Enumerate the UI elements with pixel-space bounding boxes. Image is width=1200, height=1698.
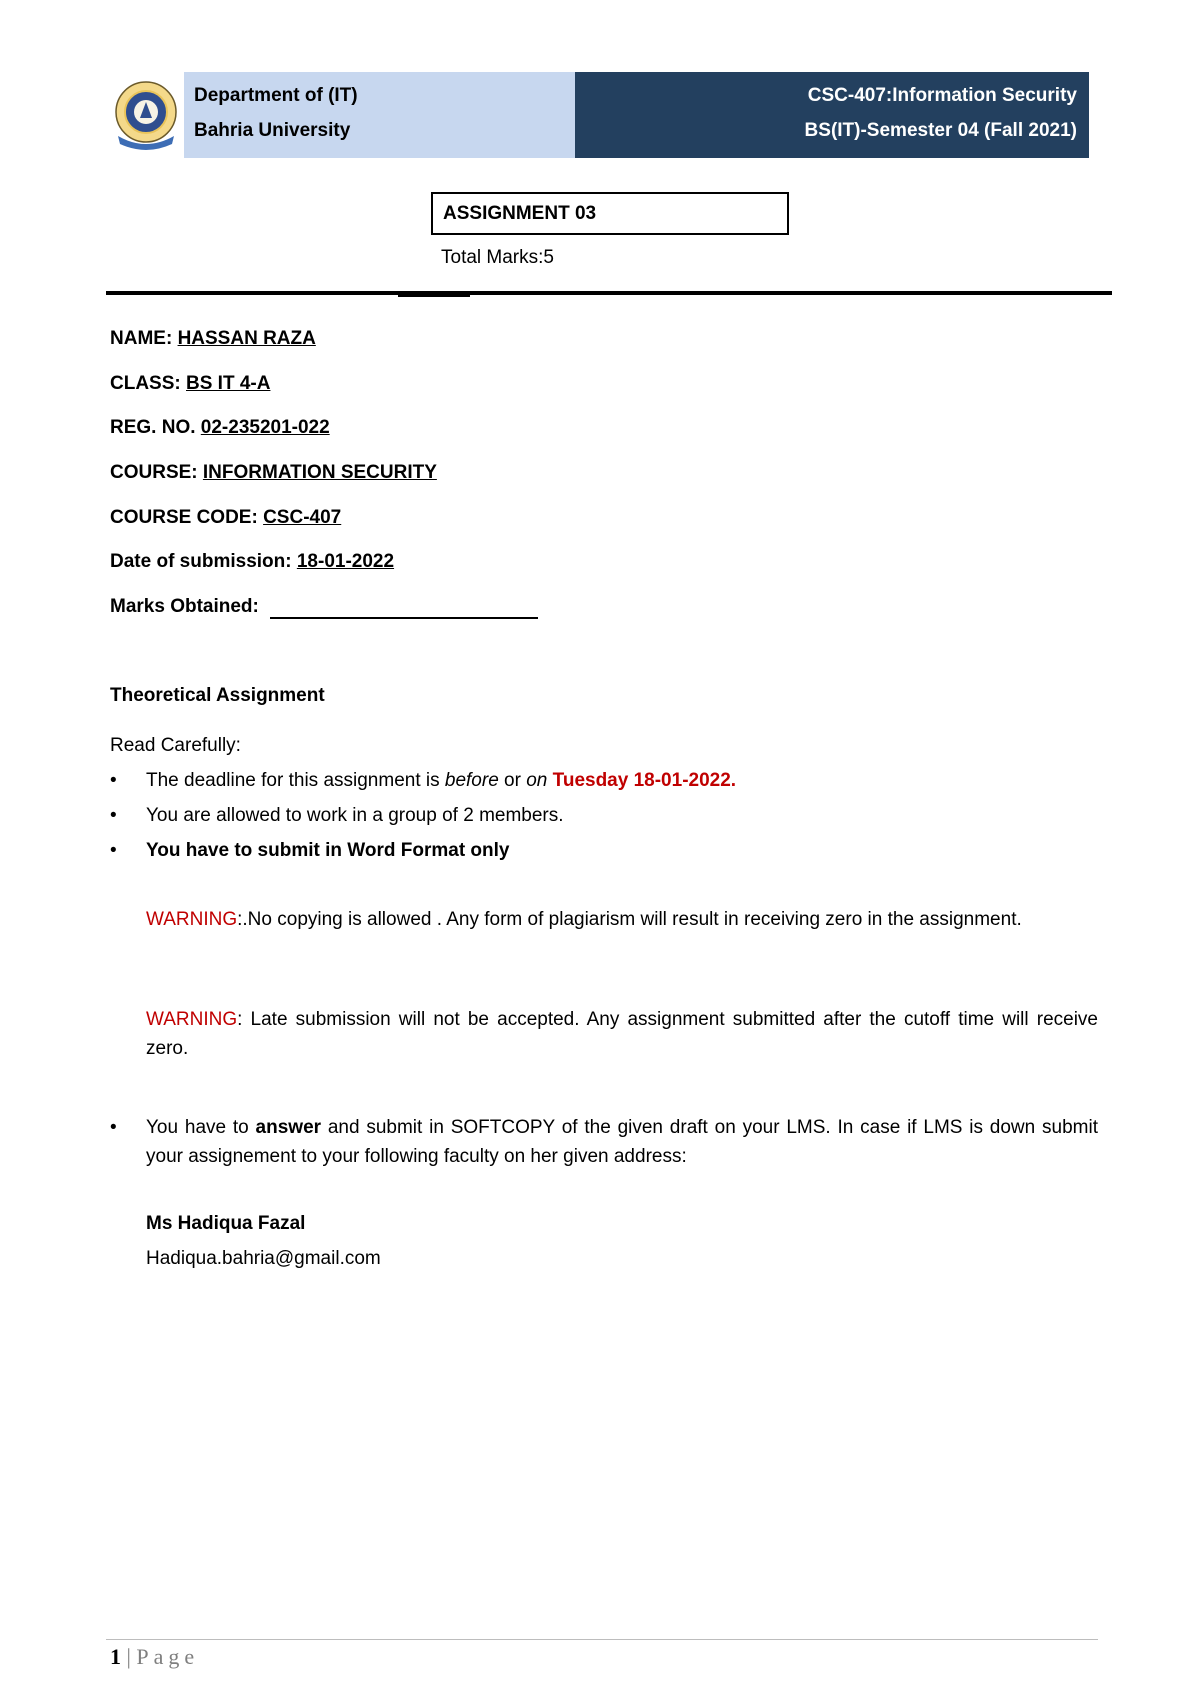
faculty-name: Ms Hadiqua Fazal <box>146 1213 306 1234</box>
warning-label: WARNING <box>146 909 238 930</box>
list-item-softcopy <box>146 1113 1098 1171</box>
university-name: Bahria University <box>194 120 351 141</box>
softcopy-text-b: and submit in SOFTCOPY of the given draft on your LMS. In case if LMS is down submit your assignement to your following faculty on her given address: <box>146 1117 1098 1167</box>
field-marks-obtained-label: Marks Obtained: <box>110 596 265 617</box>
warning-late-submission <box>146 1005 1098 1063</box>
field-course-code-label: COURSE CODE: <box>110 507 264 528</box>
header-divider-accent <box>398 295 470 297</box>
section-title: Theoretical Assignment <box>110 685 325 706</box>
field-course <box>110 461 437 485</box>
marks-blank-line <box>270 597 538 619</box>
page-word: Page <box>136 1644 200 1669</box>
field-submission-date-label: Date of submission: <box>110 551 297 572</box>
field-reg-no <box>110 416 330 440</box>
warning-late-text: : Late submission will not be accepted. Any assignment submitted after the cutoff time will receive zero. <box>146 1009 1098 1059</box>
list-item-deadline <box>146 766 1098 795</box>
field-class-label: CLASS: <box>110 373 186 394</box>
read-carefully-label: Read Carefully: <box>110 735 241 756</box>
field-class-value: BS IT 4-A <box>186 373 271 394</box>
bullet-glyph: • <box>110 1117 117 1138</box>
field-course-code-value: CSC-407 <box>263 507 342 528</box>
page-number: 1 <box>110 1644 121 1669</box>
list-item-group: You are allowed to work in a group of 2 members. <box>146 805 564 826</box>
field-reg-no-label: REG. NO. <box>110 417 201 438</box>
bullet-glyph: • <box>110 770 117 791</box>
header-divider <box>106 291 1112 295</box>
page-footer <box>110 1644 199 1670</box>
field-course-value: INFORMATION SECURITY <box>202 462 437 483</box>
deadline-before: before <box>444 770 499 791</box>
header-course-block <box>575 72 1089 158</box>
course-title: CSC-407:Information Security <box>807 85 1077 106</box>
warning-label: WARNING <box>146 1009 238 1030</box>
header-department-block <box>184 72 575 158</box>
bullet-glyph: • <box>110 840 117 861</box>
field-course-code <box>110 506 341 530</box>
department-name: Department of (IT) <box>194 85 358 106</box>
field-name-value: HASSAN RAZA <box>177 328 316 349</box>
deadline-on: on <box>526 770 548 791</box>
warning-plagiarism <box>146 905 1098 934</box>
field-name <box>110 327 316 351</box>
deadline-or: or <box>498 770 527 791</box>
semester-label: BS(IT)-Semester 04 (Fall 2021) <box>804 120 1077 141</box>
assignment-title: ASSIGNMENT 03 <box>443 203 597 224</box>
field-marks-obtained <box>110 595 538 619</box>
field-submission-date <box>110 550 394 574</box>
field-class <box>110 372 270 396</box>
field-submission-date-value: 18-01-2022 <box>296 551 395 572</box>
warning-plagiarism-text: :.No copying is allowed . Any form of plagiarism will result in receiving zero in the assignment. <box>237 909 1022 930</box>
assignment-title-box <box>431 192 789 235</box>
page-separator: | <box>121 1644 137 1669</box>
total-marks: Total Marks:5 <box>441 247 554 268</box>
softcopy-text-a: You have to <box>146 1117 256 1138</box>
footer-divider <box>106 1639 1098 1640</box>
list-item-word-format: You have to submit in Word Format only <box>146 840 510 861</box>
field-reg-no-value: 02-235201-022 <box>200 417 330 438</box>
field-course-label: COURSE: <box>110 462 203 483</box>
university-logo-icon <box>110 78 182 154</box>
deadline-date: Tuesday 18-01-2022. <box>552 770 737 791</box>
faculty-email[interactable]: Hadiqua.bahria@gmail.com <box>146 1248 381 1269</box>
field-name-label: NAME: <box>110 328 178 349</box>
bullet-glyph: • <box>110 805 117 826</box>
softcopy-answer: answer <box>255 1117 322 1138</box>
deadline-text: The deadline for this assignment is <box>146 770 445 791</box>
